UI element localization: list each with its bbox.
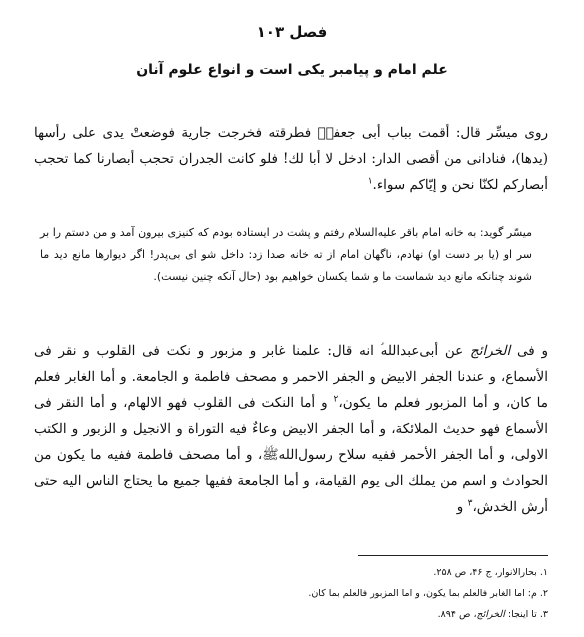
arabic-paragraph-2-lead: و فى: [517, 343, 548, 359]
chapter-title: فصل ۱۰۳: [256, 23, 328, 41]
chapter-subtitle: علم امام و پیامبر یکی است و انواع علوم آنان: [136, 62, 448, 78]
arabic-paragraph-1: [34, 120, 548, 198]
footnote-2-number: ۲.: [539, 588, 548, 599]
arabic-paragraph-1-text: روی میسِّر قال: أقمت بباب أبی جعفرؑ فطرقته فخرجت جارية فوضعتْ يدى على رأسها (يدها)، فنادانى من أقصى الدار: ادخل لا أبا لك! فلو كانت الجدران تحجب أبصارنا كما تحجب أبصاركم لكنّا نحن و إيّاكم سواء.: [34, 125, 548, 193]
footnote-2-text: م: اما الغابر فالعلم بما يكون، و اما المزبور فالعلم بما كان.: [308, 588, 537, 599]
footnote-3-text-after: ، ص ۸۹۴.: [437, 609, 477, 620]
footnote-2: [34, 583, 548, 604]
arabic-paragraph-2-text-a: عن أبى‌عبدالله‌ؑ انه قال: علمنا غابر و مزبور و نكت فى القلوب و نقر فى الأسماع، و عندنا الجفر الابيض و الجفر الاحمر و مصحف فاطمة و الجامعة. و أما الغابر فعلم ما كان، و أما المزبور فعلم ما يكون،: [34, 343, 549, 411]
footnote-divider: [358, 555, 548, 556]
footnote-1-number: ۱.: [539, 567, 548, 578]
footnote-3-number: ۳.: [539, 609, 548, 620]
footnote-3: [34, 604, 548, 625]
footnote-ref-3: ۳: [467, 498, 473, 509]
footnotes: [34, 562, 548, 625]
footnote-ref-1: ۱: [367, 176, 373, 187]
footnote-1-text: بحارالانوار، ج ۴۶، ص ۲۵۸.: [433, 567, 537, 578]
footnote-3-text-before: تا اینجا:: [507, 609, 537, 620]
footnote-1: [34, 562, 548, 583]
arabic-paragraph-2-tail: و: [456, 499, 464, 515]
arabic-paragraph-2-text-b: و أما النكت فى القلوب فهو الالهام، و أما النقر فى الأسماع فهو حديث الملائكة، و أما الجفر الابيض وعاءٌ فيه التوراة و الانجيل و الزبور و الكتب الاولى، و أما الجفر الأحمر ففيه سلاح رسول‌اللهﷺ، و أما مصحف فاطمة ففيه ما يكون من الحوادث و اسم من يملك الى يوم القيامة، و أما الجامعة ففيها جميع ما يحتاج الناس اليه حتى أرش الخدش،: [34, 395, 548, 515]
footnote-3-source: الخرائج: [476, 609, 505, 620]
arabic-paragraph-2: [34, 338, 548, 520]
source-name-kharaij: الخرائج: [470, 343, 511, 359]
footnote-ref-2: ۲: [333, 394, 339, 405]
persian-translation-1: میسّر گوید: به خانه امام باقر علیه‌السلام رفتم و پشت در ایستاده بودم که کنیزی بیرون آمد و من دستم را بر سر او (یا بر دست او) نهادم، ناگهان امام از ته خانه صدا زد: داخل شو ای بی‌پدر! اگر دیوارها مانع دید ما شوند چنانکه مانع دید شماست ما و شما یکسان خواهیم بود (حال آنکه چنین نیست).: [40, 226, 532, 283]
